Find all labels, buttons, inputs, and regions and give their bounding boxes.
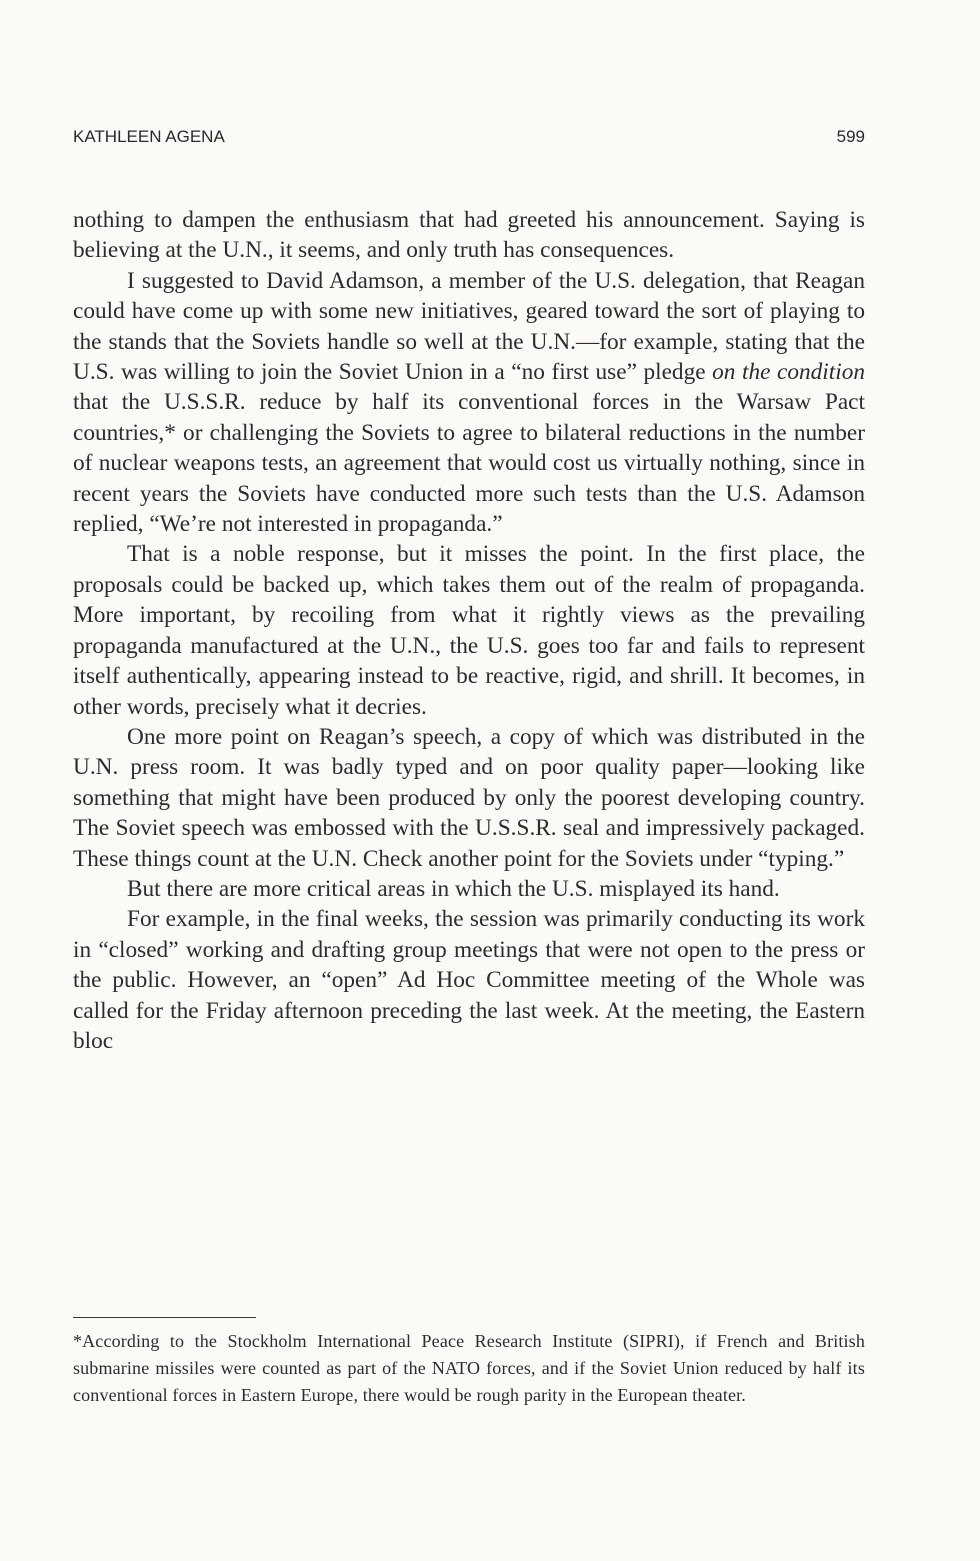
body-paragraph: But there are more critical areas in which the U.S. misplayed its hand.	[127, 875, 780, 902]
footnote: *According to the Stockholm International Peace Research Institute (SIPRI), if French and British submarine missiles were counted as part of the NATO forces, and if the Soviet Union reduced by half its conventional forces in Eastern Europe, there would be rough parity in the European theater.	[73, 1331, 865, 1406]
body-paragraph	[73, 266, 865, 540]
running-head	[73, 127, 865, 149]
body-paragraph: nothing to dampen the enthusiasm that had greeted his announcement. Saying is believing at the U.N., it seems, and only truth has consequences.	[73, 207, 865, 264]
paragraph-text: I suggested to David Adamson, a member of the U.S. delegation, that Reagan could have come up with some new initiatives, geared toward the sort of playing to the stands that the Soviets handle so well at the U.N.—for example, stating that the U.S. was willing to join the Soviet Union in a “no first use” pledge	[73, 267, 865, 386]
article-body	[73, 205, 865, 1056]
footnote-divider	[73, 1317, 256, 1318]
body-paragraph: That is a noble response, but it misses the point. In the first place, the proposals could be backed up, which takes them out of the realm of propaganda. More important, by recoiling from what it rightly views as the prevailing propaganda manufactured at the U.N., the U.S. goes too far and fails to represent itself authentically, appearing instead to be reactive, rigid, and shrill. It becomes, in other words, precisely what it decries.	[73, 541, 865, 720]
body-paragraph: For example, in the final weeks, the session was primarily conducting its work in “closed” working and drafting group meetings that were not open to the press or the public. However, an “open” Ad Hoc Committee meeting of the Whole was called for the Friday afternoon preceding the last week. At the meeting, the Eastern bloc	[73, 906, 865, 1054]
page-number: 599	[836, 127, 865, 146]
paragraph-text: that the U.S.S.R. reduce by half its conventional forces in the Warsaw Pact countries,* or challenging the Soviets to agree to bilateral reductions in the number of nuclear weapons tests, an agreement that would cost us virtually nothing, since in recent years the Soviets have conducted more such tests than the U.S. Adamson replied, “We’re not interested in propaganda.”	[73, 389, 865, 538]
body-paragraph: One more point on Reagan’s speech, a copy of which was distributed in the U.N. press room. It was badly typed and on poor quality paper—looking like something that might have been produced by only the poorest developing country. The Soviet speech was embossed with the U.S.S.R. seal and impressively packaged. These things count at the U.N. Check another point for the Soviets under “typing.”	[73, 723, 865, 872]
emphasized-text: on the condition	[712, 359, 865, 386]
running-head-author: KATHLEEN AGENA	[73, 127, 225, 146]
